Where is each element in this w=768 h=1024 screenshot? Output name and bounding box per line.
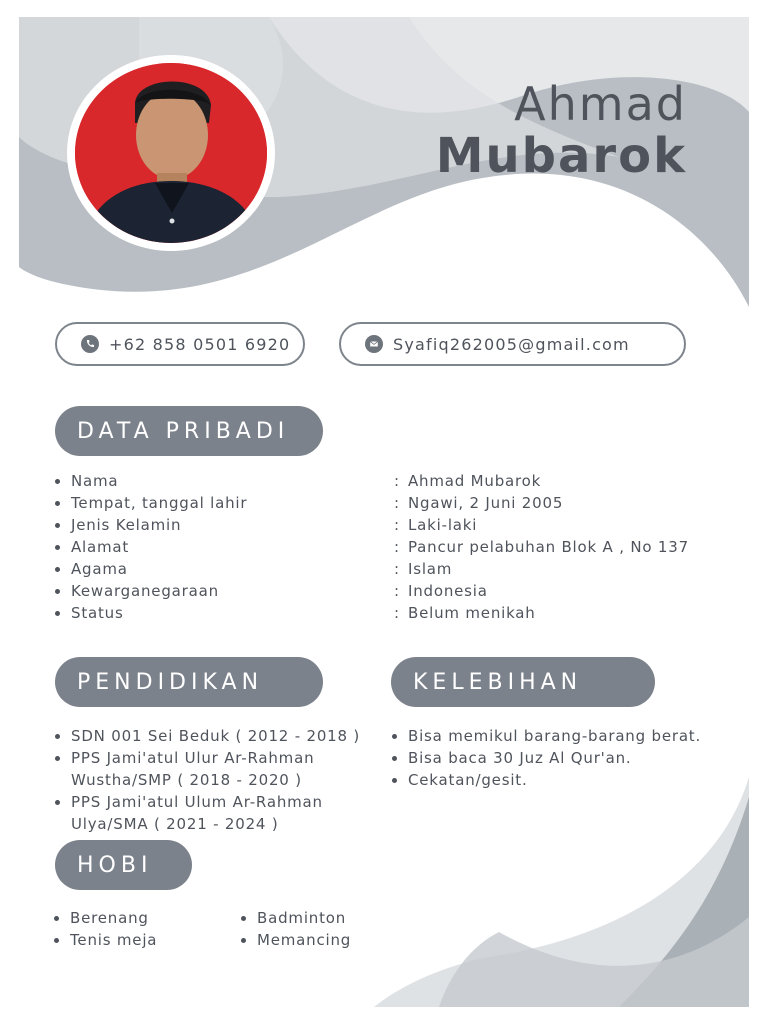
row-value: Ahmad Mubarok (408, 472, 542, 490)
row-value: Islam (408, 560, 453, 578)
first-name: Ahmad (514, 77, 687, 131)
row-value: Indonesia (408, 582, 488, 600)
skills-list (408, 725, 738, 791)
list-item: Bisa baca 30 Juz Al Qur'an. (408, 747, 738, 769)
table-row: Alamat : Pancur pelabuhan Blok A , No 137 (71, 536, 711, 558)
table-row: Nama : Ahmad Mubarok (71, 470, 711, 492)
phone-icon (81, 335, 99, 353)
section-title: PENDIDIKAN (77, 669, 264, 695)
row-value: Belum menikah (408, 604, 536, 622)
list-item: PPS Jami'atul Ulum Ar-Rahman Ulya/SMA ( 2021 - 2024 ) (71, 791, 371, 835)
section-kelebihan (391, 657, 655, 707)
section-data-pribadi (55, 406, 323, 456)
hobby-list-left (70, 907, 220, 951)
table-row: Tempat, tanggal lahir : Ngawi, 2 Juni 2005 (71, 492, 711, 514)
last-name: Mubarok (435, 128, 687, 184)
row-label: Kewarganegaraan (71, 582, 219, 600)
list-item: SDN 001 Sei Beduk ( 2012 - 2018 ) (71, 725, 371, 747)
email-contact[interactable] (339, 322, 686, 366)
table-row: Kewarganegaraan : Indonesia (71, 580, 711, 602)
row-label: Status (71, 604, 124, 622)
profile-photo-frame (67, 55, 275, 251)
list-item: Badminton (257, 907, 407, 929)
phone-number: +62 858 0501 6920 (109, 334, 291, 354)
section-title: DATA PRIBADI (77, 418, 290, 444)
list-item: Memancing (257, 929, 407, 951)
table-row: Jenis Kelamin : Laki-laki (71, 514, 711, 536)
education-list (71, 725, 371, 835)
row-label: Tempat, tanggal lahir (71, 494, 248, 512)
cv-page (19, 17, 749, 1007)
row-label: Jenis Kelamin (71, 516, 182, 534)
table-row: Agama : Islam (71, 558, 711, 580)
list-item: Berenang (70, 907, 220, 929)
row-value: Laki-laki (408, 516, 478, 534)
list-item: Tenis meja (70, 929, 220, 951)
hobby-list-right (257, 907, 407, 951)
section-pendidikan (55, 657, 323, 707)
full-name (435, 77, 687, 184)
section-title: KELEBIHAN (413, 669, 583, 695)
row-value: Pancur pelabuhan Blok A , No 137 (408, 538, 689, 556)
list-item: PPS Jami'atul Ulur Ar-Rahman Wustha/SMP ( 2018 - 2020 ) (71, 747, 371, 791)
profile-photo (75, 63, 267, 243)
row-label: Nama (71, 472, 119, 490)
section-title: HOBI (77, 852, 153, 878)
mail-icon (365, 335, 383, 353)
personal-data-table (71, 470, 711, 624)
row-value: Ngawi, 2 Juni 2005 (408, 494, 564, 512)
section-hobi (55, 840, 192, 890)
list-item: Bisa memikul barang-barang berat. (408, 725, 738, 747)
email-address: Syafiq262005@gmail.com (393, 334, 630, 354)
row-label: Agama (71, 560, 128, 578)
list-item: Cekatan/gesit. (408, 769, 738, 791)
phone-contact[interactable] (55, 322, 305, 366)
table-row: Status : Belum menikah (71, 602, 711, 624)
row-label: Alamat (71, 538, 130, 556)
